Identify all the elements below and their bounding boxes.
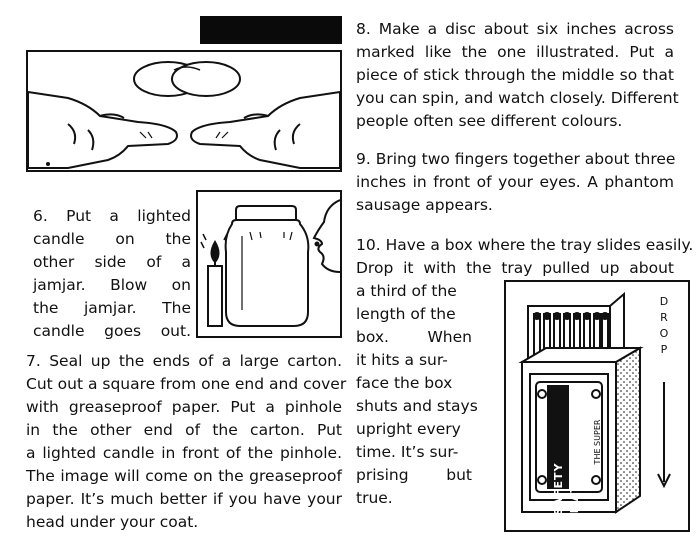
jamjar-candle-illustration: [196, 190, 342, 338]
drop-label: [656, 294, 672, 358]
item-8-text: [356, 18, 679, 133]
text-line: box. When: [356, 328, 472, 346]
drop-letter: R: [660, 311, 668, 324]
left-hand-icon: [28, 92, 177, 168]
matchbox-brand-label: SAFETY MATCH: [552, 462, 581, 516]
item-9-text: [356, 148, 674, 217]
text-line: in the other end of the carton. Put: [26, 421, 342, 439]
text-line: 6. Put a lighted: [33, 207, 191, 225]
face-blowing-icon: [314, 200, 340, 272]
text-line: a third of the: [356, 282, 457, 300]
text-line: 10. Have a box where the tray slides easily.: [356, 236, 694, 254]
text-line: piece of stick through the middle so that: [356, 66, 674, 84]
text-line: Cut out a square from one end and cover: [26, 375, 347, 393]
text-line: jamjar. Blow on: [33, 276, 191, 294]
item-7-text: [26, 350, 347, 534]
item-10-text: [356, 234, 694, 280]
item-6-text: [33, 205, 191, 343]
text-line: length of the: [356, 305, 456, 323]
text-line: inches in front of your eyes. A phantom: [356, 173, 674, 191]
text-line: upright every: [356, 420, 461, 438]
item-10-narrow-text: [356, 280, 478, 510]
text-line: The image will come on the greaseproof: [26, 467, 342, 485]
text-line: you can spin, and watch closely. Different: [356, 89, 679, 107]
text-line: a lighted candle in front of the pinhole.: [26, 444, 342, 462]
text-line: head under your coat.: [26, 513, 199, 531]
text-line: paper. It’s much better if you have your: [26, 490, 342, 508]
matchbox-tagline-label: THE SUPER: [593, 419, 602, 465]
drop-letter: P: [660, 343, 668, 356]
drop-letter: O: [659, 327, 669, 340]
text-line: 7. Seal up the ends of a large carton.: [26, 352, 342, 370]
text-line: Drop it with the tray pulled up about: [356, 259, 674, 277]
text-line: candle on the: [33, 230, 191, 248]
drop-letter: D: [659, 295, 669, 308]
fingers-sausage-illustration: [26, 50, 342, 172]
text-line: face the box: [356, 374, 453, 392]
text-line: with greaseproof paper. Put a pinhole: [26, 398, 342, 416]
text-line: the jamjar. The: [33, 299, 191, 317]
matchbox-illustration: [504, 280, 690, 532]
text-line: 8. Make a disc about six inches across: [356, 20, 674, 38]
jamjar-icon: [226, 206, 309, 326]
text-line: marked like the one illustrated. Put a: [356, 43, 674, 61]
drop-arrow-icon: [658, 382, 670, 486]
text-line: candle goes out.: [33, 322, 191, 340]
text-line: people often see different colours.: [356, 112, 623, 130]
text-line: prising but: [356, 466, 472, 484]
text-line: true.: [356, 489, 393, 507]
right-hand-icon: [191, 92, 340, 168]
text-line: sausage appears.: [356, 196, 493, 214]
text-line: 9. Bring two fingers together about three: [356, 150, 676, 168]
text-line: shuts and stays: [356, 397, 478, 415]
text-line: time. It’s sur-: [356, 443, 459, 461]
text-line: other side of a: [33, 253, 191, 271]
header-black-bar: [200, 16, 342, 44]
text-line: it hits a sur-: [356, 351, 448, 369]
